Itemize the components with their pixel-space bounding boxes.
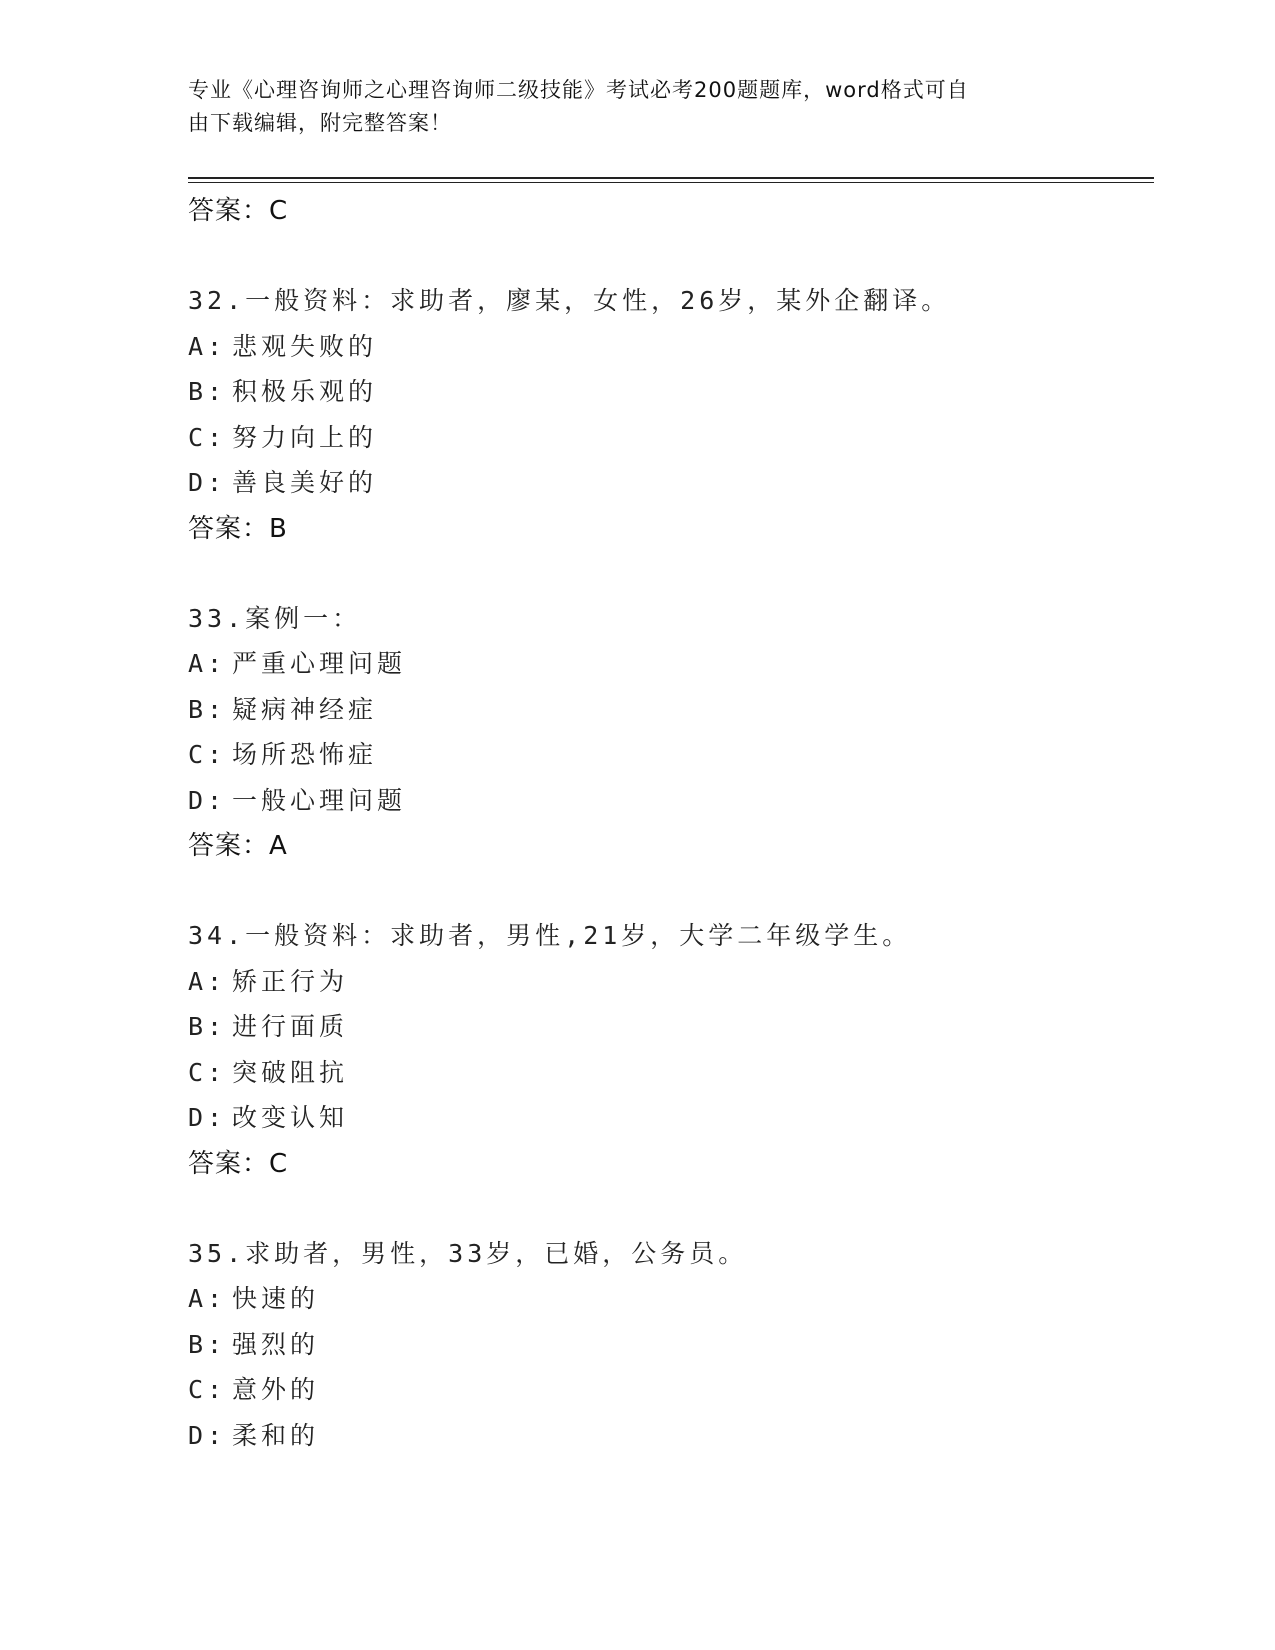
option-text: 努力向上的 xyxy=(232,422,378,452)
option-text: 突破阻抗 xyxy=(232,1057,349,1087)
answer-line: 答案：B xyxy=(188,513,288,544)
option-c xyxy=(188,415,1154,461)
option-letter: D: xyxy=(188,1103,227,1132)
option-text: 快速的 xyxy=(232,1284,320,1313)
option-letter: C: xyxy=(188,422,227,452)
option-letter: D: xyxy=(188,468,227,497)
option-letter: B: xyxy=(188,1012,227,1041)
option-letter: B: xyxy=(188,694,227,724)
question-stem: 35.求助者，男性，33岁，已婚，公务员。 xyxy=(188,1238,748,1268)
option-text: 柔和的 xyxy=(232,1420,320,1450)
option-a xyxy=(188,324,1154,370)
option-d xyxy=(188,1413,1154,1459)
option-a xyxy=(188,641,1154,687)
option-letter: A: xyxy=(188,331,227,361)
header-line-1: 专业《心理咨询师之心理咨询师二级技能》考试必考200题题库，word格式可自 xyxy=(188,78,969,102)
question-32 xyxy=(188,278,1154,552)
question-stem: 33.案例一： xyxy=(188,603,362,633)
option-d xyxy=(188,460,1154,506)
option-b xyxy=(188,687,1154,733)
option-text: 矫正行为 xyxy=(232,966,349,996)
answer-line: 答案：A xyxy=(188,831,288,861)
question-stem: 34.一般资料：求助者，男性,21岁，大学二年级学生。 xyxy=(188,921,912,950)
option-c xyxy=(188,1050,1154,1096)
answer-line: 答案：C xyxy=(188,1148,289,1179)
option-text: 严重心理问题 xyxy=(232,649,407,678)
previous-answer: 答案：C xyxy=(188,196,289,226)
option-text: 一般心理问题 xyxy=(232,785,407,815)
option-letter: A: xyxy=(188,966,227,996)
option-letter: A: xyxy=(188,1284,227,1313)
option-b xyxy=(188,369,1154,415)
option-text: 积极乐观的 xyxy=(232,377,378,406)
option-text: 强烈的 xyxy=(232,1329,320,1359)
option-text: 悲观失败的 xyxy=(232,331,378,361)
option-text: 意外的 xyxy=(232,1375,320,1404)
option-c xyxy=(188,732,1154,778)
option-letter: C: xyxy=(188,740,227,769)
option-letter: A: xyxy=(188,649,227,678)
option-a xyxy=(188,959,1154,1005)
question-34 xyxy=(188,913,1154,1187)
option-d xyxy=(188,778,1154,824)
question-list xyxy=(188,188,1154,1458)
header-divider-thin xyxy=(188,182,1154,183)
option-letter: D: xyxy=(188,1420,227,1450)
option-letter: C: xyxy=(188,1057,227,1087)
option-b xyxy=(188,1004,1154,1050)
header-divider-thick xyxy=(188,177,1154,179)
option-text: 改变认知 xyxy=(232,1103,349,1132)
option-text: 进行面质 xyxy=(232,1012,349,1041)
option-text: 善良美好的 xyxy=(232,468,378,497)
option-letter: B: xyxy=(188,377,227,406)
option-letter: C: xyxy=(188,1375,227,1404)
question-35 xyxy=(188,1231,1154,1459)
option-text: 疑病神经症 xyxy=(232,694,378,724)
option-letter: B: xyxy=(188,1329,227,1359)
option-a xyxy=(188,1276,1154,1322)
option-d xyxy=(188,1095,1154,1141)
question-33 xyxy=(188,596,1154,870)
question-stem: 32.一般资料：求助者，廖某，女性，26岁，某外企翻译。 xyxy=(188,286,951,315)
option-text: 场所恐怖症 xyxy=(232,740,378,769)
header-line-2: 由下载编辑，附完整答案！ xyxy=(188,111,452,135)
document-header xyxy=(188,74,1088,140)
option-c xyxy=(188,1367,1154,1413)
option-b xyxy=(188,1322,1154,1368)
option-letter: D: xyxy=(188,785,227,815)
